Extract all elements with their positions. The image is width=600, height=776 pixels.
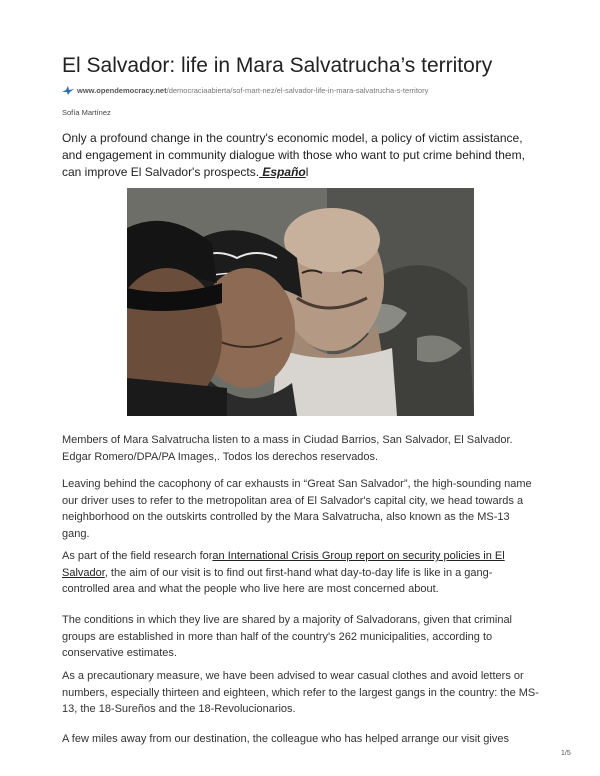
source-domain: www.opendemocracy.net <box>77 86 167 95</box>
paragraph-2-rest: , the aim of our visit is to find out first-hand what day-to-day life is like in a gang-controlled area and what the people who live here are most concerned about. <box>62 566 493 595</box>
article-title: El Salvador: life in Mara Salvatrucha’s territory <box>62 54 493 77</box>
espanol-link[interactable]: Españo <box>259 165 306 179</box>
lead-text: Only a profound change in the country's economic model, a policy of victim assistance, and engagement in community dialogue with those who want to put crime behind them, can improve El Salvador's prospects. <box>62 131 525 179</box>
bird-logo-icon <box>62 86 74 95</box>
gang-members-photo <box>127 188 474 416</box>
photo-caption: Members of Mara Salvatrucha listen to a mass in Ciudad Barrios, San Salvador, El Salvador. Edgar Romero/DPA/PA Images,. Todos los derechos reservados. <box>62 434 513 463</box>
paragraph-2 <box>62 548 540 598</box>
crisis-group-report-link[interactable]: an International Crisis Group report on security policies in El Salvador <box>62 550 505 579</box>
page-number: 1/5 <box>561 750 571 757</box>
paragraph-4: As a precautionary measure, we have been advised to wear casual clothes and avoid letters or numbers, especially thirteen and eighteen, which refer to the largest gangs in the country: the MS-13, the 18-Sureños and the 18-Revolucionarios. <box>62 670 539 715</box>
source-path: /democraciaabierta/sof-mart-nez/el-salvador-life-in-mara-salvatrucha-s-territory <box>166 86 429 95</box>
paragraph-3: The conditions in which they live are shared by a majority of Salvadorans, given that criminal groups are established in more than half of the country's 262 municipalities, according to conservative estimates. <box>62 614 513 659</box>
author-name: Sofía Martínez <box>62 108 111 117</box>
source-url[interactable] <box>62 86 428 95</box>
paragraph-1: Leaving behind the cacophony of car exhausts in “Great San Salvador”, the high-sounding name our driver uses to refer to the metropolitan area of El Salvador's capital city, we head towards a neighborhood on the outskirts controlled by the Mara Salvatrucha, also known as the MS-13 gang. <box>62 478 532 540</box>
paragraph-5: A few miles away from our destination, the colleague who has helped arrange our visit gives <box>62 733 509 745</box>
article-photo <box>127 188 474 416</box>
paragraph-2-text: As part of the field research for <box>62 550 213 562</box>
lead-suffix: l <box>305 165 309 179</box>
lead-paragraph <box>62 130 540 181</box>
